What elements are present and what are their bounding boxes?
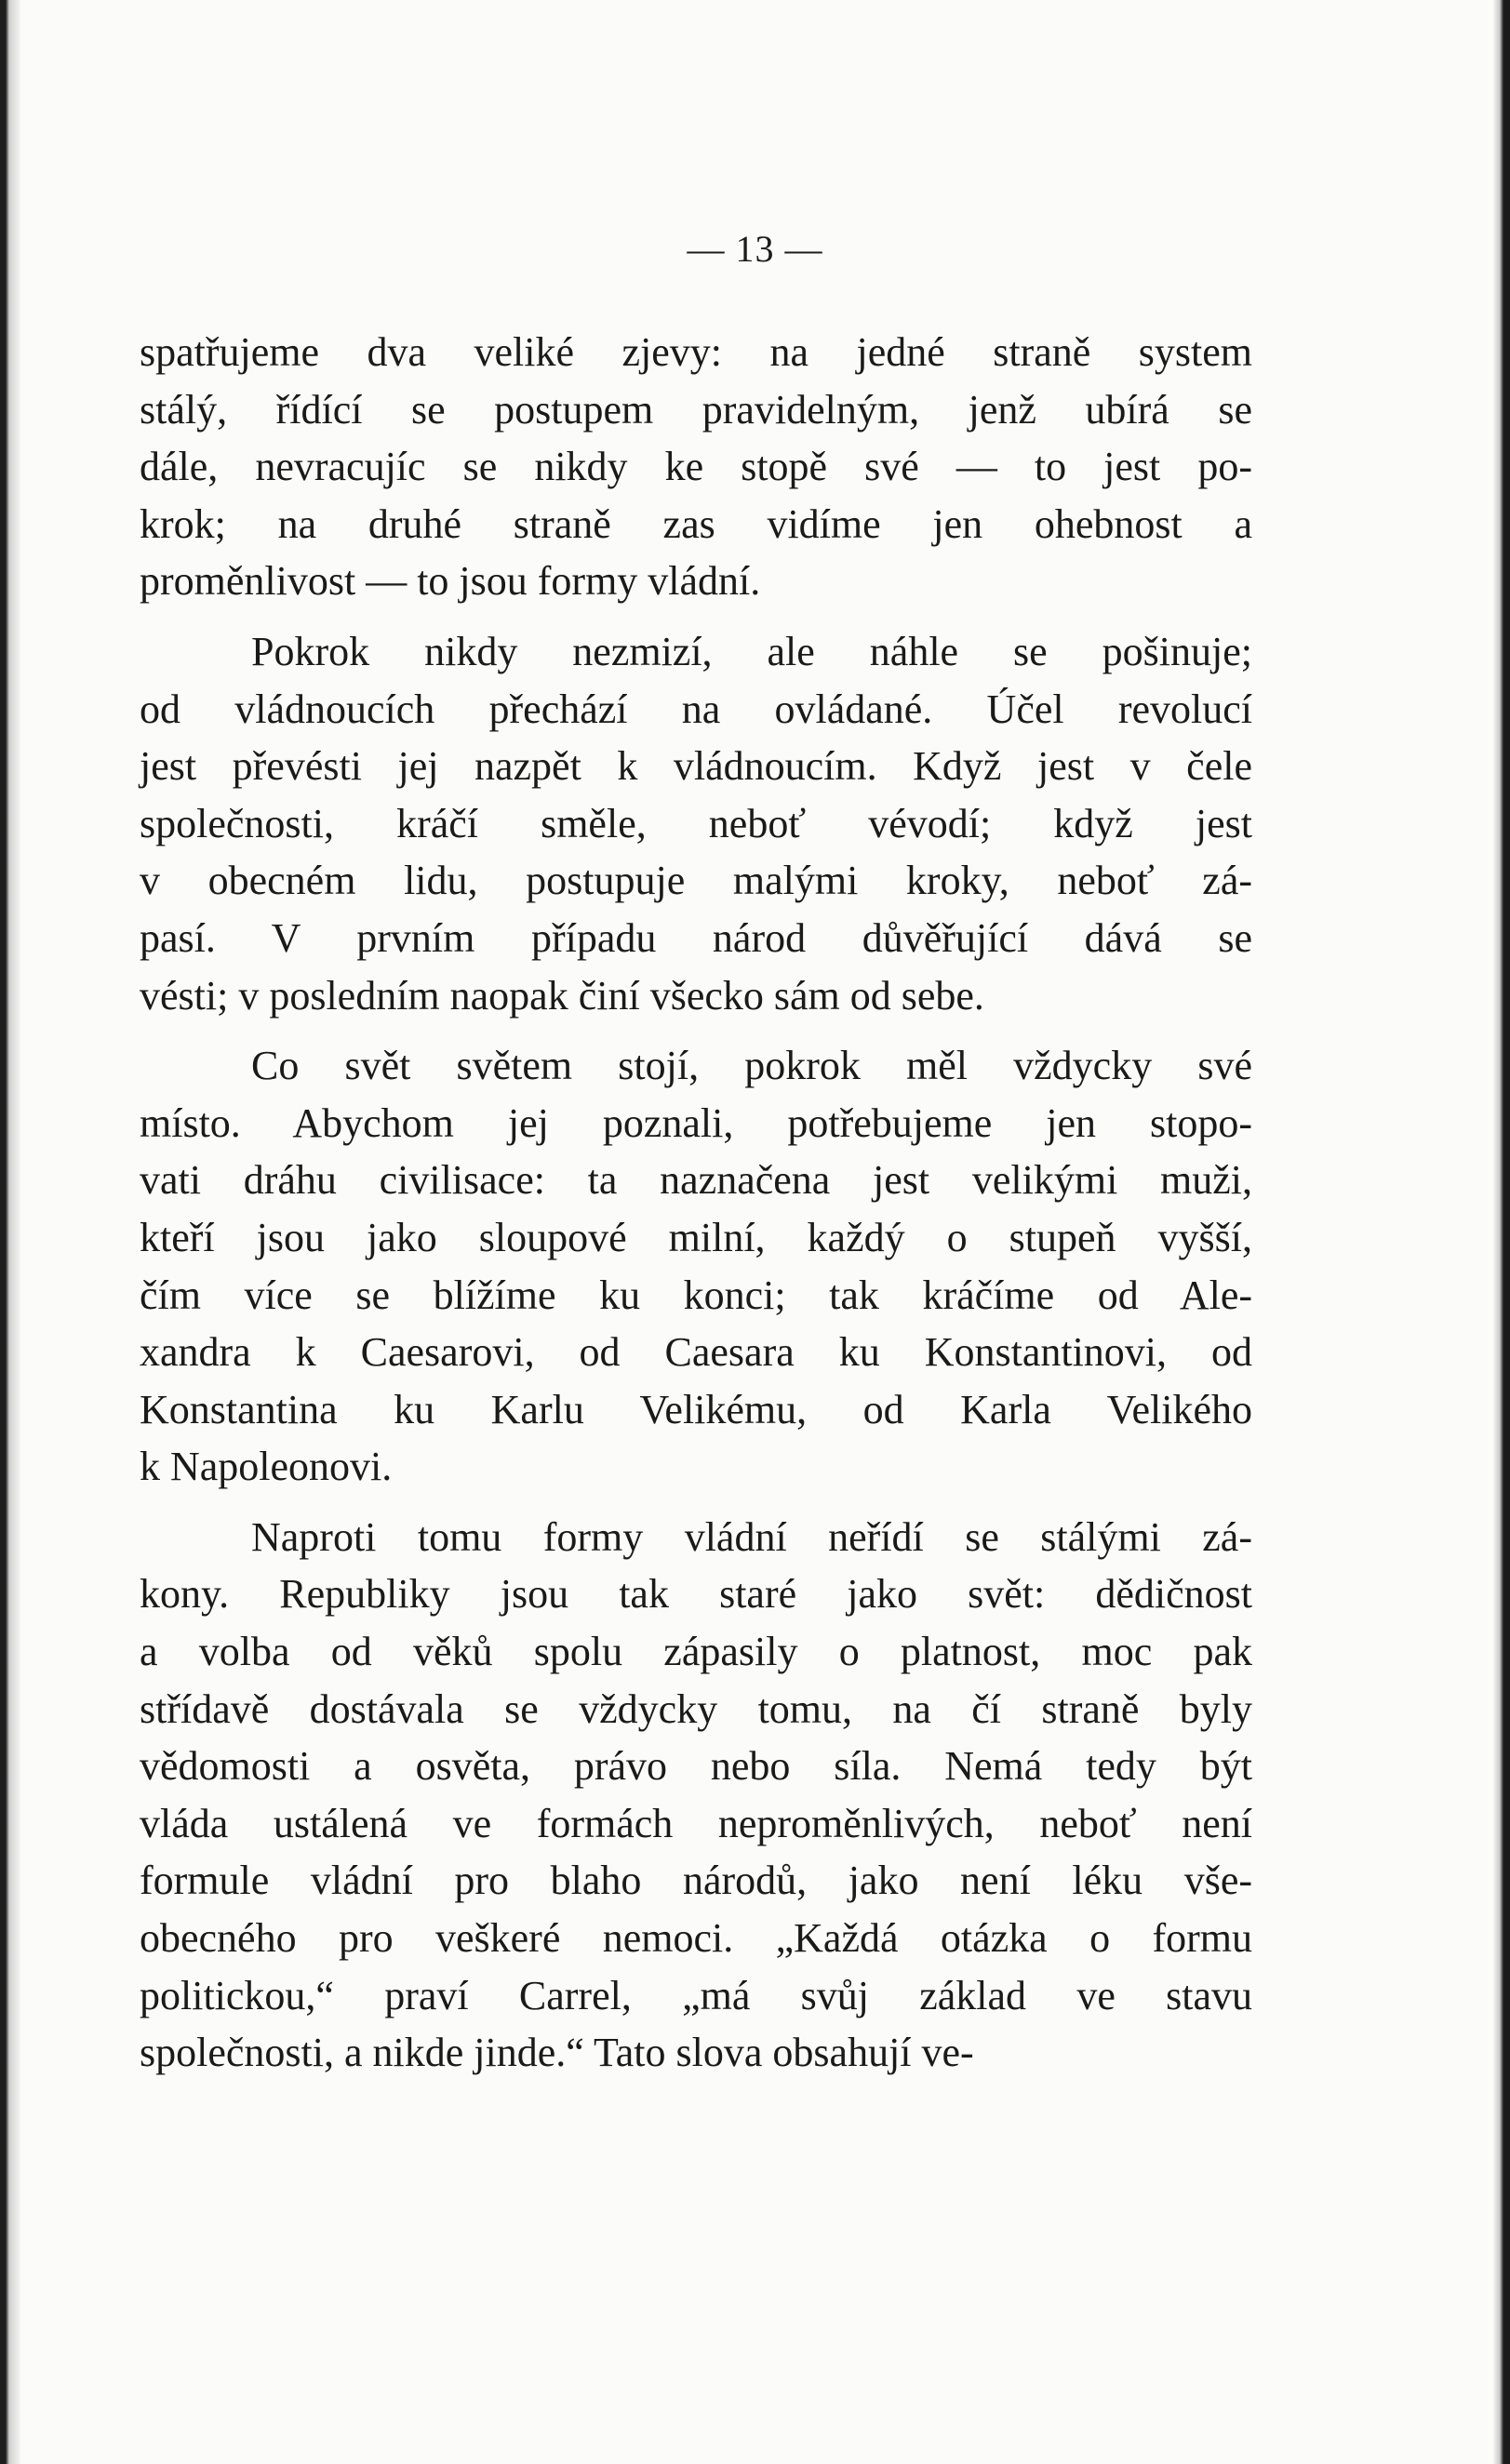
text-line: vědomosti a osvěta, právo nebo síla. Nemá tedy být [140, 1743, 1252, 1790]
text-line: v obecném lidu, postupuje malými kroky, neboť zá- [140, 858, 1252, 904]
text-line: proměnlivost — to jsou formy vládní. [140, 558, 761, 605]
body-text [140, 324, 1252, 2082]
text-line: společnosti, a nikde jinde.“ Tato slova obsahují ve- [140, 2030, 974, 2076]
text-line: obecného pro veškeré nemoci. „Každá otázka o formu [140, 1915, 1252, 1962]
text-line: místo. Abychom jej poznali, potřebujeme jen stopo- [140, 1099, 1252, 1146]
text-line: pasí. V prvním případu národ důvěřující dává se [140, 914, 1252, 961]
text-line: kony. Republiky jsou tak staré jako svět: dědičnost [140, 1571, 1252, 1618]
text-line: společnosti, kráčí směle, neboť vévodí; když jest [140, 800, 1252, 846]
text-line: formule vládní pro blaho národů, jako není léku vše- [140, 1858, 1252, 1904]
page-edge-left [0, 0, 20, 2464]
text-line: krok; na druhé straně zas vidíme jen ohebnost a [140, 500, 1252, 547]
paragraph [140, 623, 1252, 1024]
text-line: vláda ustálená ve formách neproměnlivých, neboť není [140, 1800, 1252, 1846]
text-line: od vládnoucích přechází na ovládané. Účel revolucí [140, 686, 1252, 732]
paragraph [140, 1037, 1252, 1496]
text-line: Pokrok nikdy nezmizí, ale náhle se pošinuje; [251, 628, 1252, 674]
text-line: střídavě dostávala se vždycky tomu, na čí straně byly [140, 1685, 1252, 1732]
text-line: vati dráhu civilisace: ta naznačena jest velikými muži, [140, 1157, 1252, 1204]
text-line: stálý, řídící se postupem pravidelným, jenž ubírá se [140, 386, 1252, 433]
text-line: xandra k Caesarovi, od Caesara ku Konstantinovi, od [140, 1329, 1252, 1376]
text-line: Konstantina ku Karlu Velikému, od Karla Velikého [140, 1386, 1252, 1432]
text-line: spatřujeme dva veliké zjevy: na jedné straně system [140, 329, 1252, 375]
text-line: k Napoleonovi. [140, 1444, 393, 1490]
page-number: — 13 — [687, 228, 823, 270]
paragraph [140, 324, 1252, 610]
text-line: Naproti tomu formy vládní neřídí se stálými zá- [251, 1513, 1252, 1560]
text-line: jest převésti jej nazpět k vládnoucím. Když jest v čele [140, 743, 1252, 790]
text-line: dále, nevracujíc se nikdy ke stopě své — to jest po- [140, 444, 1252, 490]
paragraph [140, 1509, 1252, 2082]
text-line: vésti; v posledním naopak činí všecko sám od sebe. [140, 972, 984, 1019]
text-line: Co svět světem stojí, pokrok měl vždycky své [251, 1043, 1252, 1089]
text-line: politickou,“ praví Carrel, „má svůj základ ve stavu [140, 1972, 1252, 2018]
text-line: a volba od věků spolu zápasily o platnost, moc pak [140, 1629, 1252, 1675]
page-edge-right [1493, 0, 1510, 2464]
text-line: kteří jsou jako sloupové milní, každý o stupeň vyšší, [140, 1214, 1252, 1260]
text-line: čím více se blížíme ku konci; tak kráčíme od Ale- [140, 1272, 1252, 1318]
